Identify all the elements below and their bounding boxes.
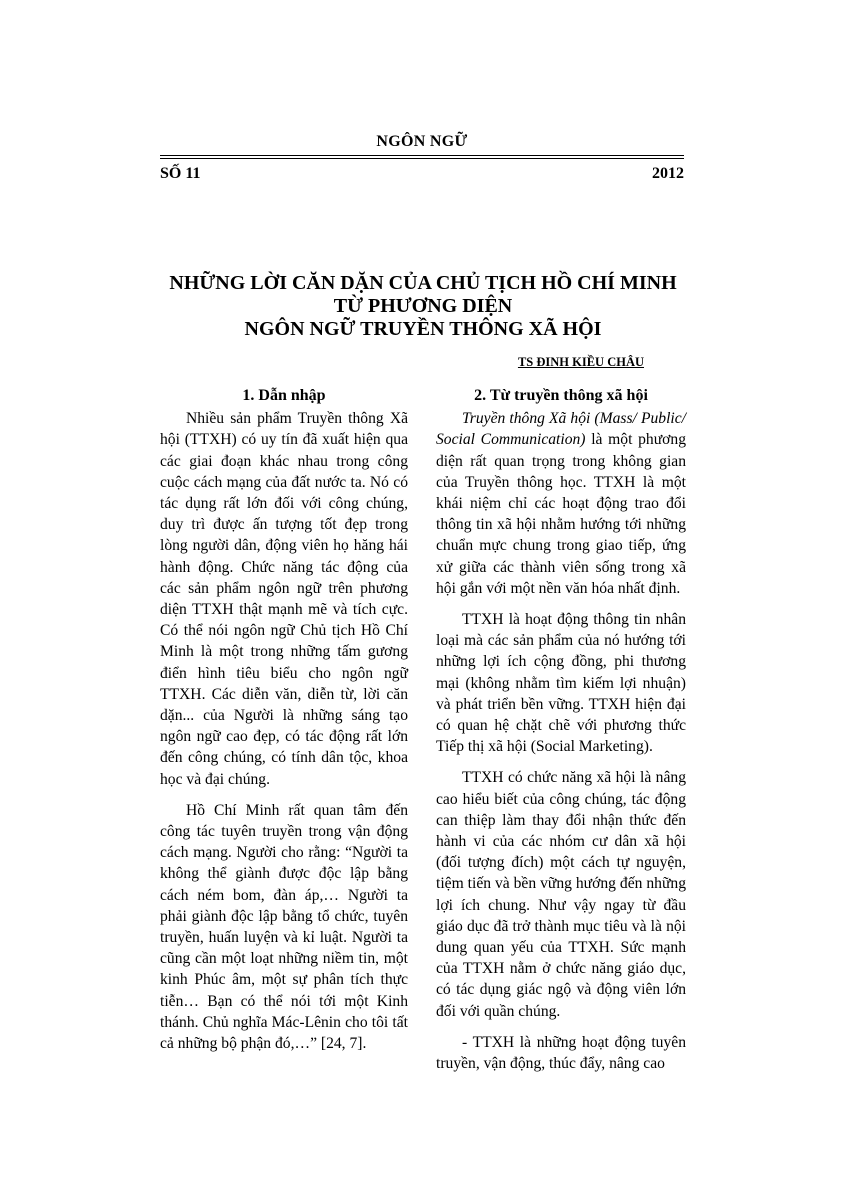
left-column [160, 385, 408, 1064]
header-rule-bottom [160, 158, 684, 159]
body-paragraph [436, 408, 686, 599]
issue-number: SỐ 11 [160, 165, 201, 182]
title-line: TỪ PHƯƠNG DIỆN [333, 295, 513, 317]
article-author: TS ĐINH KIỀU CHÂU [517, 355, 644, 369]
body-paragraph: TTXH là hoạt động thông tin nhân loại mà các sản phẩm của nó hướng tới những lợi ích cộng đồng, phi thương mại (không nhằm tìm kiếm lợi nhuận) và phát triển bền vững. TTXH hiện đại có quan hệ chặt chẽ với phương thức Tiếp thị xã hội (Social Marketing). [436, 611, 686, 756]
right-column [436, 385, 686, 1084]
body-paragraph: Nhiều sản phẩm Truyền thông Xã hội (TTXH) có uy tín đã xuất hiện qua các giai đoạn khác nhau trong công cuộc cách mạng của đất nước ta. Nó có tác dụng rất lớn đối với công chúng, duy trì được ấn tượng tốt đẹp trong lòng người dân, động viên họ hăng hái hành động. Chức năng tác động của các sản phẩm ngôn ngữ trên phương diện TTXH thật mạnh mẽ và tích cực. Có thể nói ngôn ngữ Chủ tịch Hồ Chí Minh là một trong những tấm gương điển hình tiêu biểu cho ngôn ngữ TTXH. Các diễn văn, diễn từ, lời căn dặn... của Người là những sáng tạo ngôn ngữ cao đẹp, có tác động rất lớn đến công chúng, có tính dân tộc, khoa học và đại chúng. [160, 410, 408, 788]
term-italic: Truyền thông Xã hội (Mass/ Public/ Social Communication) [436, 410, 686, 449]
paragraph-text: là một phương diện rất quan trọng trong không gian của Truyền thông học. TTXH là một khái niệm chỉ các hoạt động trao đổi thông tin xã hội nhằm hướng tới những chuẩn mực chung trong giao tiếp, ứng xử giữa các thành viên sống trong xã hội gắn với một nền văn hóa nhất định. [436, 431, 686, 597]
body-paragraph: - TTXH là những hoạt động tuyên truyền, vận động, thúc đẩy, nâng cao [436, 1033, 686, 1073]
body-paragraph: Hồ Chí Minh rất quan tâm đến công tác tuyên truyền trong vận động cách mạng. Người cho rằng: “Người ta không thể giành được độc lập bằng cách ném bom, đàn áp,… Người ta phải giành độc lập bằng tổ chức, tuyên truyền, huấn luyện và kỉ luật. Người ta cũng cần một loạt những niềm tin, một kinh Phúc âm, một sự phân tích thực tiễn… Bạn có thể nói tới một Kinh thánh. Chủ nghĩa Mác-Lênin cho tôi tất cả những bộ phận đó,…” [24, 7]. [160, 801, 408, 1053]
issue-year: 2012 [652, 165, 684, 182]
journal-name: NGÔN NGỮ [376, 133, 468, 150]
section-heading-introduction: 1. Dẫn nhập [242, 387, 326, 404]
title-line: NHỮNG LỜI CĂN DẶN CỦA CHỦ TỊCH HỒ CHÍ MINH [169, 272, 677, 294]
section-heading-social-communication: 2. Từ truyền thông xã hội [474, 387, 648, 404]
body-paragraph: TTXH có chức năng xã hội là nâng cao hiểu biết của công chúng, tác động can thiệp làm thay đổi nhận thức đến hành vi của các nhóm cư dân xã hội (đối tượng đích) một cách tự nguyện, tiệm tiến và bền vững hướng đến những lợi ích chung. Như vậy ngay từ đầu giáo dục đã trở thành mục tiêu và là nội dung quan yếu của TTXH. Sức mạnh của TTXH nằm ở chức năng giáo dục, có tác dụng giác ngộ và động viên lớn đối với quần chúng. [436, 769, 686, 1020]
title-line: NGÔN NGỮ TRUYỀN THÔNG XÃ HỘI [244, 318, 602, 340]
header-rule-top [160, 155, 684, 156]
article-title [150, 272, 696, 341]
